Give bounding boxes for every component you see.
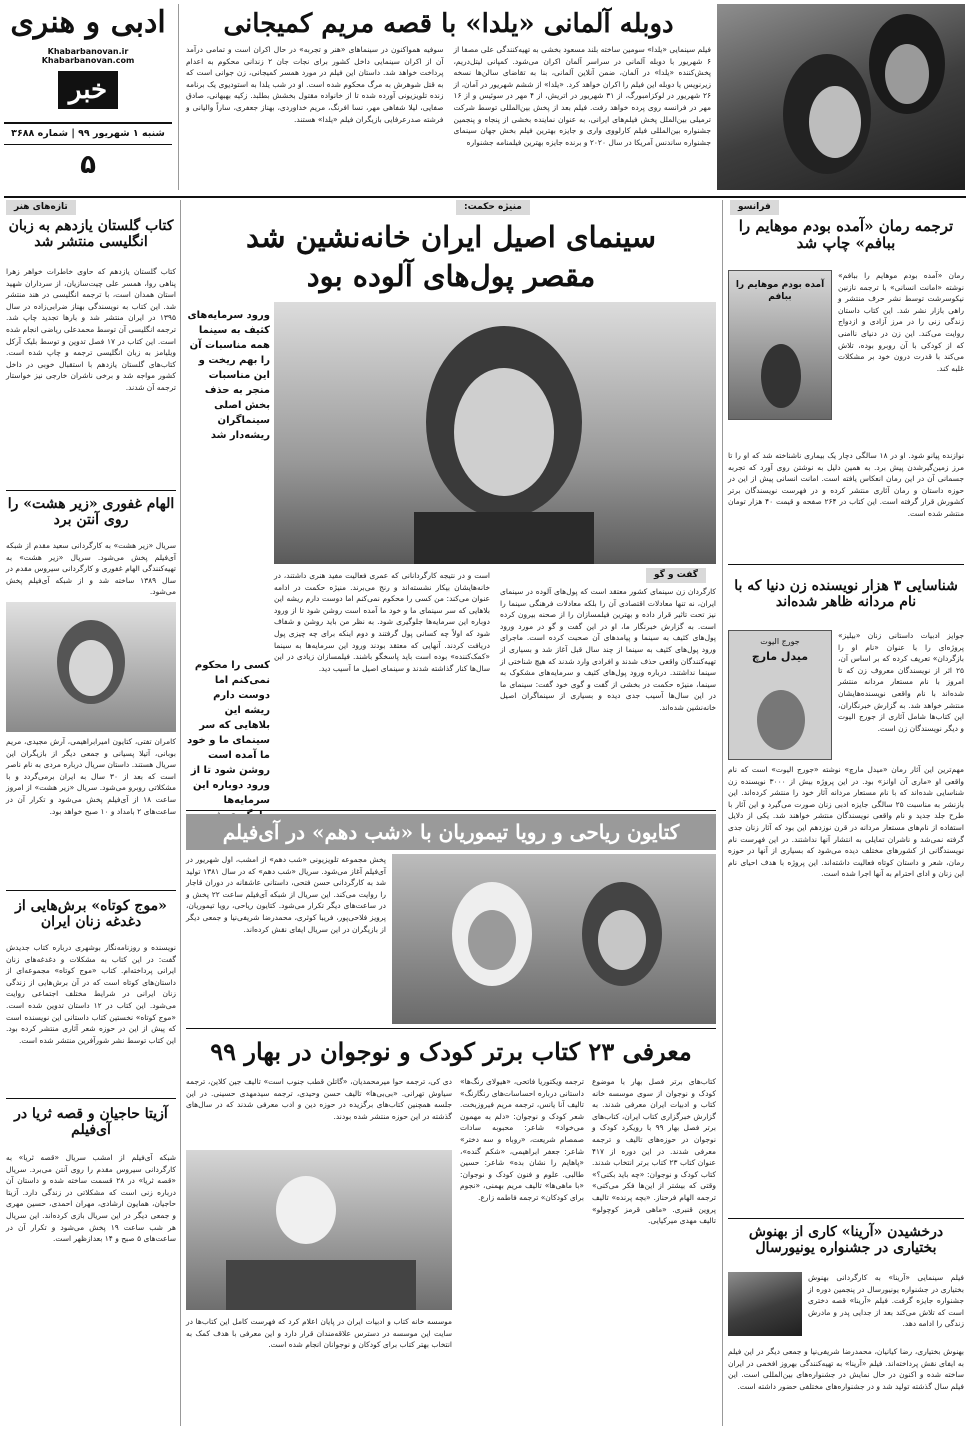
book-cover-1-art [729, 271, 833, 421]
left-story-1: کتاب گلستان یازدهم که حاوی خاطرات خواهر زهرا پناهی روا، همسر علی چیت‌سازیان، از سرداران شهید استان همدان است، با ترجمه انگلیسی در هند منتشر شد. این کتاب به نویسندگی بهناز ضرابی‌زاده در سال ۱۳۹۵ در ایران منتشر شد و بارها تجدید چاپ شد. ترجمه انگلیسی آن توسط محمدعلی ریاضی انجام شده است. این کتاب در ۱۷ فصل تدوین و توسط بلیک آرکل ویلیامز به زبان انگلیسی ترجمه و چاپ شده است. کتاب‌های گلستان یازدهم با استقبال خوبی در داخل کشور مواجه شد و برخی ناشران خارجی نیز خواستار ترجمه آن شدند. [6, 267, 176, 392]
books-col4: موسسه خانه کتاب و ادبیات ایران در پایان اعلام کرد که فهرست کامل این کتاب‌ها در سایت این موسسه در دسترس علاقه‌مندان قرار دارد و این معرفی با هدف کمک به انتخاب بهتر کتاب برای کودکان و نوجوانان انجام شده است. [186, 1317, 452, 1350]
right-story-2b: مهم‌ترین این آثار رمان «میدل مارچ» نوشته «جورج الیوت» است که نام واقعی او «ماری آن اوانز» بود. در این پروژه بیش از ۳۰۰۰ نویسنده زن شناسایی شده‌اند که با نام مستعار مردانه آثار خود را منتشر کرده‌اند. این بازنشر به مناسبت ۲۵ سالگی جایزه ادبی زنان صورت می‌گیرد و این آثار با طرح جلد جدید و نام واقعی نویسندگان منتشر خواهند شد. یکی از دلایل استفاده از نام‌های مستعار مردانه در قرن نوزدهم این بود که آثار زنان جدی گرفته نمی‌شد و ناشران تمایلی به انتشار آنها نداشتند. در این فهرست نام نویسندگانی از کشورهای مختلف دیده می‌شود که بسیاری از آنها در حوزه رمان، شعر و داستان کوتاه فعالیت داشته‌اند. این پروژه با هدف احیای نام این زنان و ادای احترام به آنها اجرا شده است. [728, 765, 964, 879]
left-headline-3: «موج کوتاه» برش‌هایی از دغدغه زنان ایران [15, 898, 167, 931]
book-fair-photo [186, 1150, 452, 1310]
portrait-figure [274, 302, 716, 564]
left-story-2b: کامران تفتی، کتایون امیرابراهیمی، آرش مجیدی، مریم بوبانی، آتیلا پسیانی و جمعی دیگر از بازیگران این سریال هستند. داستان سریال درباره مردی به نام ناصر است که بعد از ۳۰ سال به ایران برمی‌گردد و با مشکلاتی روبرو می‌شود. سریال «زیر هشت» از امروز ساعت ۱۸ از آی‌فیلم پخش می‌شود و تکرار آن در ساعت‌های ۲ بامداد و ۱۰ صبح خواهد بود. [6, 737, 176, 816]
right-headline-3: درخشیدن «آرینا» کاری از بهنوش بختیاری در جشنواره یونیورسال [748, 1224, 944, 1257]
masthead [4, 4, 172, 190]
right-story-2a: جوایز ادبیات داستانی زنان «بیلیز» پروژه‌ای را با عنوان «نام او را بازگردان» تعریف کرده که بر اساس آن، ۲۵ اثر از نویسندگان معروف زن که تا امروز با نام مستعار مردانه منتشر شده‌اند با نام واقعی نویسنده‌هایشان منتشر خواهد شد. به گزارش خبرنگاران، این کتاب‌ها شامل آثاری از جورج الیوت و دیگر نویسندگان زن است. [838, 631, 964, 733]
right-story-3b: بهنوش بختیاری، رضا کیانیان، محمدرضا شریفی‌نیا و جمعی دیگر در این فیلم به ایفای نقش پرداخته‌اند. فیلم «آرینا» به تهیه‌کنندگی بهروز افخمی در ایران ساخته شده و اکنون در حال نمایش در جشنواره‌های بین‌المللی است. این فیلم سال گذشته تولید شد و در جشنواره‌های مختلفی حضور داشته است. [728, 1347, 964, 1391]
children-with-books-figures [186, 1150, 452, 1310]
left-headline-4: آزیتا حاجیان و قصه ثریا در آی‌فیلم [14, 1106, 168, 1139]
left-story-2a: سریال «زیر هشت» به کارگردانی سعید مقدم از شبکه آی‌فیلم پخش می‌شود. سریال «زیر هشت» به تهیه‌کنندگی الهام غفوری و کارگردانی سیروس مقدم در سال ۱۳۸۹ ساخته شد و از شبکه آی‌فیلم پخش می‌شود. [6, 541, 176, 597]
books-col1: کتاب‌های برتر فصل بهار با موضوع کودک و نوجوان از سوی موسسه خانه کتاب و ادبیات ایران معرفی شدند. به گزارش خبرگزاری کتاب ایران، کتاب‌های برتر فصل بهار ۹۹ با رویکرد کودک و نوجوان در حوزه‌های تالیف و ترجمه معرفی شدند. در این دوره از ۴۱۷ عنوان کتاب ۲۳ کتاب برتر انتخاب شدند. کتاب کودک و نوجوان: «چه باید بکنی؟» وقتی که بیشتر از این‌ها فکر می‌کنی» ترجمه الهام فرحناز. «بچه پرنده» تالیف پروین قنبری. «ماهی قرمز کوچولو» تالیف مهدی میرکیایی. [592, 1077, 716, 1226]
lower-story-text: پخش مجموعه تلویزیونی «شب دهم» از امشب، اول شهریور در آی‌فیلم آغاز می‌شود. سریال «شب دهم» که در سال ۱۳۸۱ تولید شد به کارگردانی حسن فتحی، داستانی عاشقانه در دوران قاجار را روایت می‌کند. این سریال از شبکه آی‌فیلم ساعت ۲۲ پخش و در ساعت‌های دیگر تکرار می‌شود. کتایون ریاحی، رویا تیموریان، پرویز فلاحی‌پور، فریبا کوثری، محمدرضا شریفی‌نیا و جمعی دیگر از بازیگران در این سریال ایفای نقش کرده‌اند. [186, 855, 386, 934]
tag-left: تازه‌های هنر [6, 200, 76, 215]
women-silhouette-image [717, 4, 965, 190]
main-headline-2: مقصر پول‌های آلوده بود [306, 259, 596, 293]
left-headline-1: کتاب گلستان یازدهم به زبان انگلیسی منتشر شد [8, 218, 174, 251]
book-cover-2-author: جورج الیوت [760, 637, 800, 646]
newspaper-logo [58, 71, 118, 109]
top-story-col1: فیلم سینمایی «یلدا» سومین ساخته بلند مسعود بخشی به تهیه‌کنندگی علی مصفا از ۶ شهریور با دوبله آلمانی در سراسر آلمان اکران می‌شود. کمپانی لیتل‌دریم، پخش‌کننده «یلدا» در آلمان، ضمن آنلاین آلمانی، بنا به تقاضای سالن‌ها نسخه زیرنویس یا دوبله این فیلم را اکران خواهد کرد. «یلدا» از ششم شهریور در آمان، از ۲۶ شهریور در لوکزامبورگ، از ۳۱ شهریور در اتریش، از ۴ مهر در سوئیس و از ۱۶ مهر در فرانسه روی پرده خواهد رفت. فیلم بعد از پخش بین‌المللی توسط شرکت ترمیلی بین‌الملل پخش فیلم‌های ایرانی، به عنوان نماینده بخشی از پنجاه و پنجمین جشنواره بین‌المللی فیلم کارلووی واری و جایزه بهترین فیلم بخش جهان سینمای جشنواره ساندنس آمریکا در سال ۲۰۲۰ و برنده جایزه بهترین فیلمنامه جشنواره [453, 45, 712, 147]
right-headline-2: شناسایی ۳ هزار نویسنده زن دنیا که با نام مردانه ظاهر شده‌اند [734, 578, 958, 611]
main-col-a: کارگردان زن سینمای کشور معتقد است که پول‌های آلوده در سینمای ایران، نه تنها معادلات اقتصادی آن را بلکه معادلات فرهنگی سینما را نیز تحت تاثیر قرار داده و بهترین فیلمسازان را از صحنه بیرون کرده است. به گزارش خبرنگار ما، او در این گفت و گو در مورد ورود پول‌های کثیف به سینما و پیامدهای آن صحبت کرده است. ماجرای ورود پول‌های کثیف به سینما از چند سال قبل آغاز شد و بسیاری از تهیه‌کنندگان واقعی حذف شدند و افرادی وارد شدند که هیچ شناختی از سینما نداشتند. درباره ورود پول‌های کثیف و سرمایه‌های مشکوک به سینما، منیژه حکمت در بخشی از گفت و گوی خود گفت: سینمای ما در این سال‌ها آسیب جدی دیده و بسیاری از سینماگران اصیل خانه‌نشین شده‌اند. [500, 587, 716, 712]
left-story-3: نویسنده و روزنامه‌نگار بوشهری درباره کتاب جدیدش گفت: در این کتاب به مشکلات و دغدغه‌های زنان ایرانی پرداخته‌ام. کتاب «موج کوتاه» مجموعه‌ای از داستان‌های کوتاه است که در آن برش‌هایی از زندگی زنان ایرانی در شرایط مختلف اجتماعی روایت می‌شود. این کتاب در ۱۲ داستان تدوین شده است. «موج کوتاه» نخستین کتاب داستانی این نویسنده است که پیش از این در حوزه شعر آثاری منتشر کرده بود. این کتاب توسط نشر شورآفرین منتشر شده است. [6, 943, 176, 1045]
right-story-3a: فیلم سینمایی «آرینا» به کارگردانی بهنوش بختیاری در جشنواره یونیورسال در پنجمین دوره از جشنواره جایزه گرفت. فیلم «آرینا» قصه دختری است که تلاش می‌کند بعد از جدایی پدر و مادرش زندگی را ادامه دهد. [808, 1273, 964, 1329]
main-col-b: است و در نتیجه کارگردانانی که عمری فعالیت مفید هنری داشتند، در خانه‌هایشان بیکار نشسته‌اند و رنج می‌برند. منیژه حکمت در ادامه عنوان می‌کند: من کسی را محکوم نمی‌کنم اما دوست دارم ریشه این بلاهایی که سر سینمای ما و خود ما آمده است روشن شود تا از ورود دوباره این سرمایه‌ها جلوگیری شود. به نظر من باید روشن و شفاف شود که اولاً چه کسانی پول گرفتند و دوم اینکه برای چه چیزی پول دریافت کردند. آنهایی که معتقد بودند ورود این سرمایه‌ها به سینما «کمک‌کننده» بوده است باید پاسخگو باشند. فیلمسازان زیادی در این سال‌ها کنار گذاشته شدند و سینمای اصیل ما آسیب دید. [274, 571, 490, 673]
portrait-figure [6, 602, 176, 732]
lower-story-band [186, 814, 716, 850]
book-cover-2-art [729, 675, 833, 755]
section-title: ادبی و هنری [10, 5, 166, 40]
top-story-headline: دوبله آلمانی «یلدا» با قصه مریم کمیجانی [223, 9, 674, 39]
left-column [6, 218, 176, 1426]
logo-text: خبر [68, 74, 108, 105]
books-story [186, 1032, 716, 1426]
top-story [186, 4, 711, 190]
book-cover-1 [728, 270, 832, 420]
books-col2: ترجمه ویکتوریا فاتحی، «هیولای رنگ‌ها» داستانی درباره احساسات‌های رنگارنگ» تالیف آنا یانس، ترجمه مریم فیروزبخت. شعر کودک و نوجوان: «دلم به مهمون می‌خواد» شاعر: محبوبه سادات صمصام شریعت، «روباه و سه دختر» شاعر: جعفر ابراهیمی، «شکم گنده»، «پاهایم را نشان بده» شاعر: حسین طالبی. علوم و فنون کودک و نوجوان: «با ماهی‌ها» تالیف مریم بهمنی، «نجوم برای کودکان» ترجمه فاطمه زارع. [460, 1077, 584, 1202]
right-column [728, 218, 964, 1426]
byline-tag: منیژه حکمت: [456, 200, 530, 215]
right-story-1b: نوازنده پیانو شود. او در ۱۸ سالگی دچار یک بیماری ناشناخته شد که او را تا مرز زمین‌گیرشدن پیش برد. به همین دلیل به نوشتن روی آورد که تجربه جسمانی آن در این رمان انعکاس یافته است. امانت انسانی پیش از این در حوزه داستان و رمان آثاری منتشر کرده و در فهرست نویسندگان برتر کشورش قرار گرفته است. این کتاب در ۲۶۴ صفحه و قیمت ۴۰ هزار تومان منتشر شده است. [728, 451, 965, 518]
dateline: شنبه ۱ شهریور ۹۹ | شماره ۳۶۸۸ [11, 128, 165, 139]
pull-quote-2: کسی را محکوم نمی‌کنم اما دوست دارم ریشه این بلاهایی که سر سینمای ما و خود ما آمده است روشن شود تا از ورود دوباره این سرمایه‌ها [187, 660, 270, 806]
tag-right: فرانسو [730, 200, 779, 215]
shab-dahom-photo [392, 854, 716, 1024]
book-cover-2-title: میدل مارچ [751, 650, 809, 663]
main-story [186, 218, 716, 808]
book-cover-1-title: آمده بودم موهایم را ببافم [735, 280, 825, 302]
manijeh-hekmat-photo [274, 302, 716, 564]
left-headline-2: الهام غفوری «زیر هشت» را روی آنتن برد [7, 496, 175, 529]
masthead-websites: Khabarbanovan.ir Khabarbanovan.com [41, 46, 135, 65]
right-headline-1: ترجمه رمان «آمده بودم موهایم را ببافم» چاپ شد [738, 217, 954, 253]
top-story-col2: سوفیه همواکنون در سینماهای «هنر و تجربه» در حال اکران است و تمامی درآمد آن از اکران سینمایی داخل کشور برای نجات جان ۲ زندانی محکوم به اعدام پرداخت خواهد شد. داستان این فیلم در مورد همسر کمیجانی، زن جوانی است که به قتل شوهرش به مرگ محکوم شده است. او در شب یلدا به استودیوی یک برنامه زنده تلویزیونی آورده شده تا از خانواده مقتول بخشش بطلبد. زکیه بهبهانی، صادق صفایی، لیلا شفاهی مهر، نسا افرنگ، مریم خداوردی، بهناز جعفری، ساراً والیانی و فرشته صدرعرفایی بازیگران فیلم «یلدا» هستند. [186, 45, 444, 124]
main-headline-1: سینمای اصیل ایران خانه‌نشین شد [245, 220, 657, 254]
book-cover-2 [728, 630, 832, 760]
books-headline: معرفی ۲۳ کتاب برتر کودک و نوجوان در بهار ۹۹ [210, 1037, 692, 1066]
lower-story-headline: کتایون ریاحی و رویا تیموریان با «شب دهم» در آی‌فیلم [222, 820, 680, 844]
page-number: ۵ [80, 150, 96, 180]
lower-story [186, 854, 716, 1024]
arina-photo [728, 1272, 802, 1336]
interview-tag: گفت و گو [646, 568, 706, 583]
two-actresses-figures [392, 854, 716, 1024]
elham-ghafouri-photo [6, 602, 176, 732]
books-col3: دی کی، ترجمه حوا میرمحمدیان، «گاتلن قطب جنوب است» تالیف جین کلاین، ترجمه سیاوش تهرانی. «بی‌بی‌ها» تالیف حسن وحیدی، ترجمه سیدمهدی حسینی. در این جلسه همچنین کتاب‌های برگزیده در حوزه دین و ادب معرفی شدند که در سال‌های گذشته در این حوزه منتشر شده بودند. [186, 1077, 452, 1121]
pull-quote-1: ورود سرمایه‌های کثیف به سینما همه مناسبات آن را بهم ریخت و این مناسبات منجر به حذف بخش اصلی سینماگران ریشه‌دار شد [187, 310, 270, 441]
right-story-1a: رمان «آمده بودم موهایم را ببافم» نوشته «امانت انسانی» با ترجمه نازنین نیکوسرشت توسط نشر حرف منتشر و راهی بازار نشر شد. این کتاب داستان زندگی زنی را در مرز آزادی و ازدواج روایت می‌کند. این زن در دنیای ناامنی که از کودکی با آن روبرو بوده، تلاش می‌کند با قدرت درون خود بر مشکلات غلبه کند. [838, 271, 964, 373]
top-story-photo [717, 4, 965, 190]
left-story-4: شبکه آی‌فیلم از امشب سریال «قصه ثریا» به کارگردانی سیروس مقدم را روی آنتن می‌برد. سریال «قصه ثریا» در ۲۸ قسمت ساخته شده و داستان آن درباره زنی است که مشکلاتی در زندگی دارد. آزیتا حاجیان، همایون ارشادی، مهران احمدی، حسین مهری و جمعی دیگر در این سریال بازی کرده‌اند. این سریال هر شب ساعت ۱۹ پخش می‌شود و تکرار آن در ساعت‌های ۵ صبح و ۱۴ بعدازظهر است. [6, 1153, 177, 1244]
